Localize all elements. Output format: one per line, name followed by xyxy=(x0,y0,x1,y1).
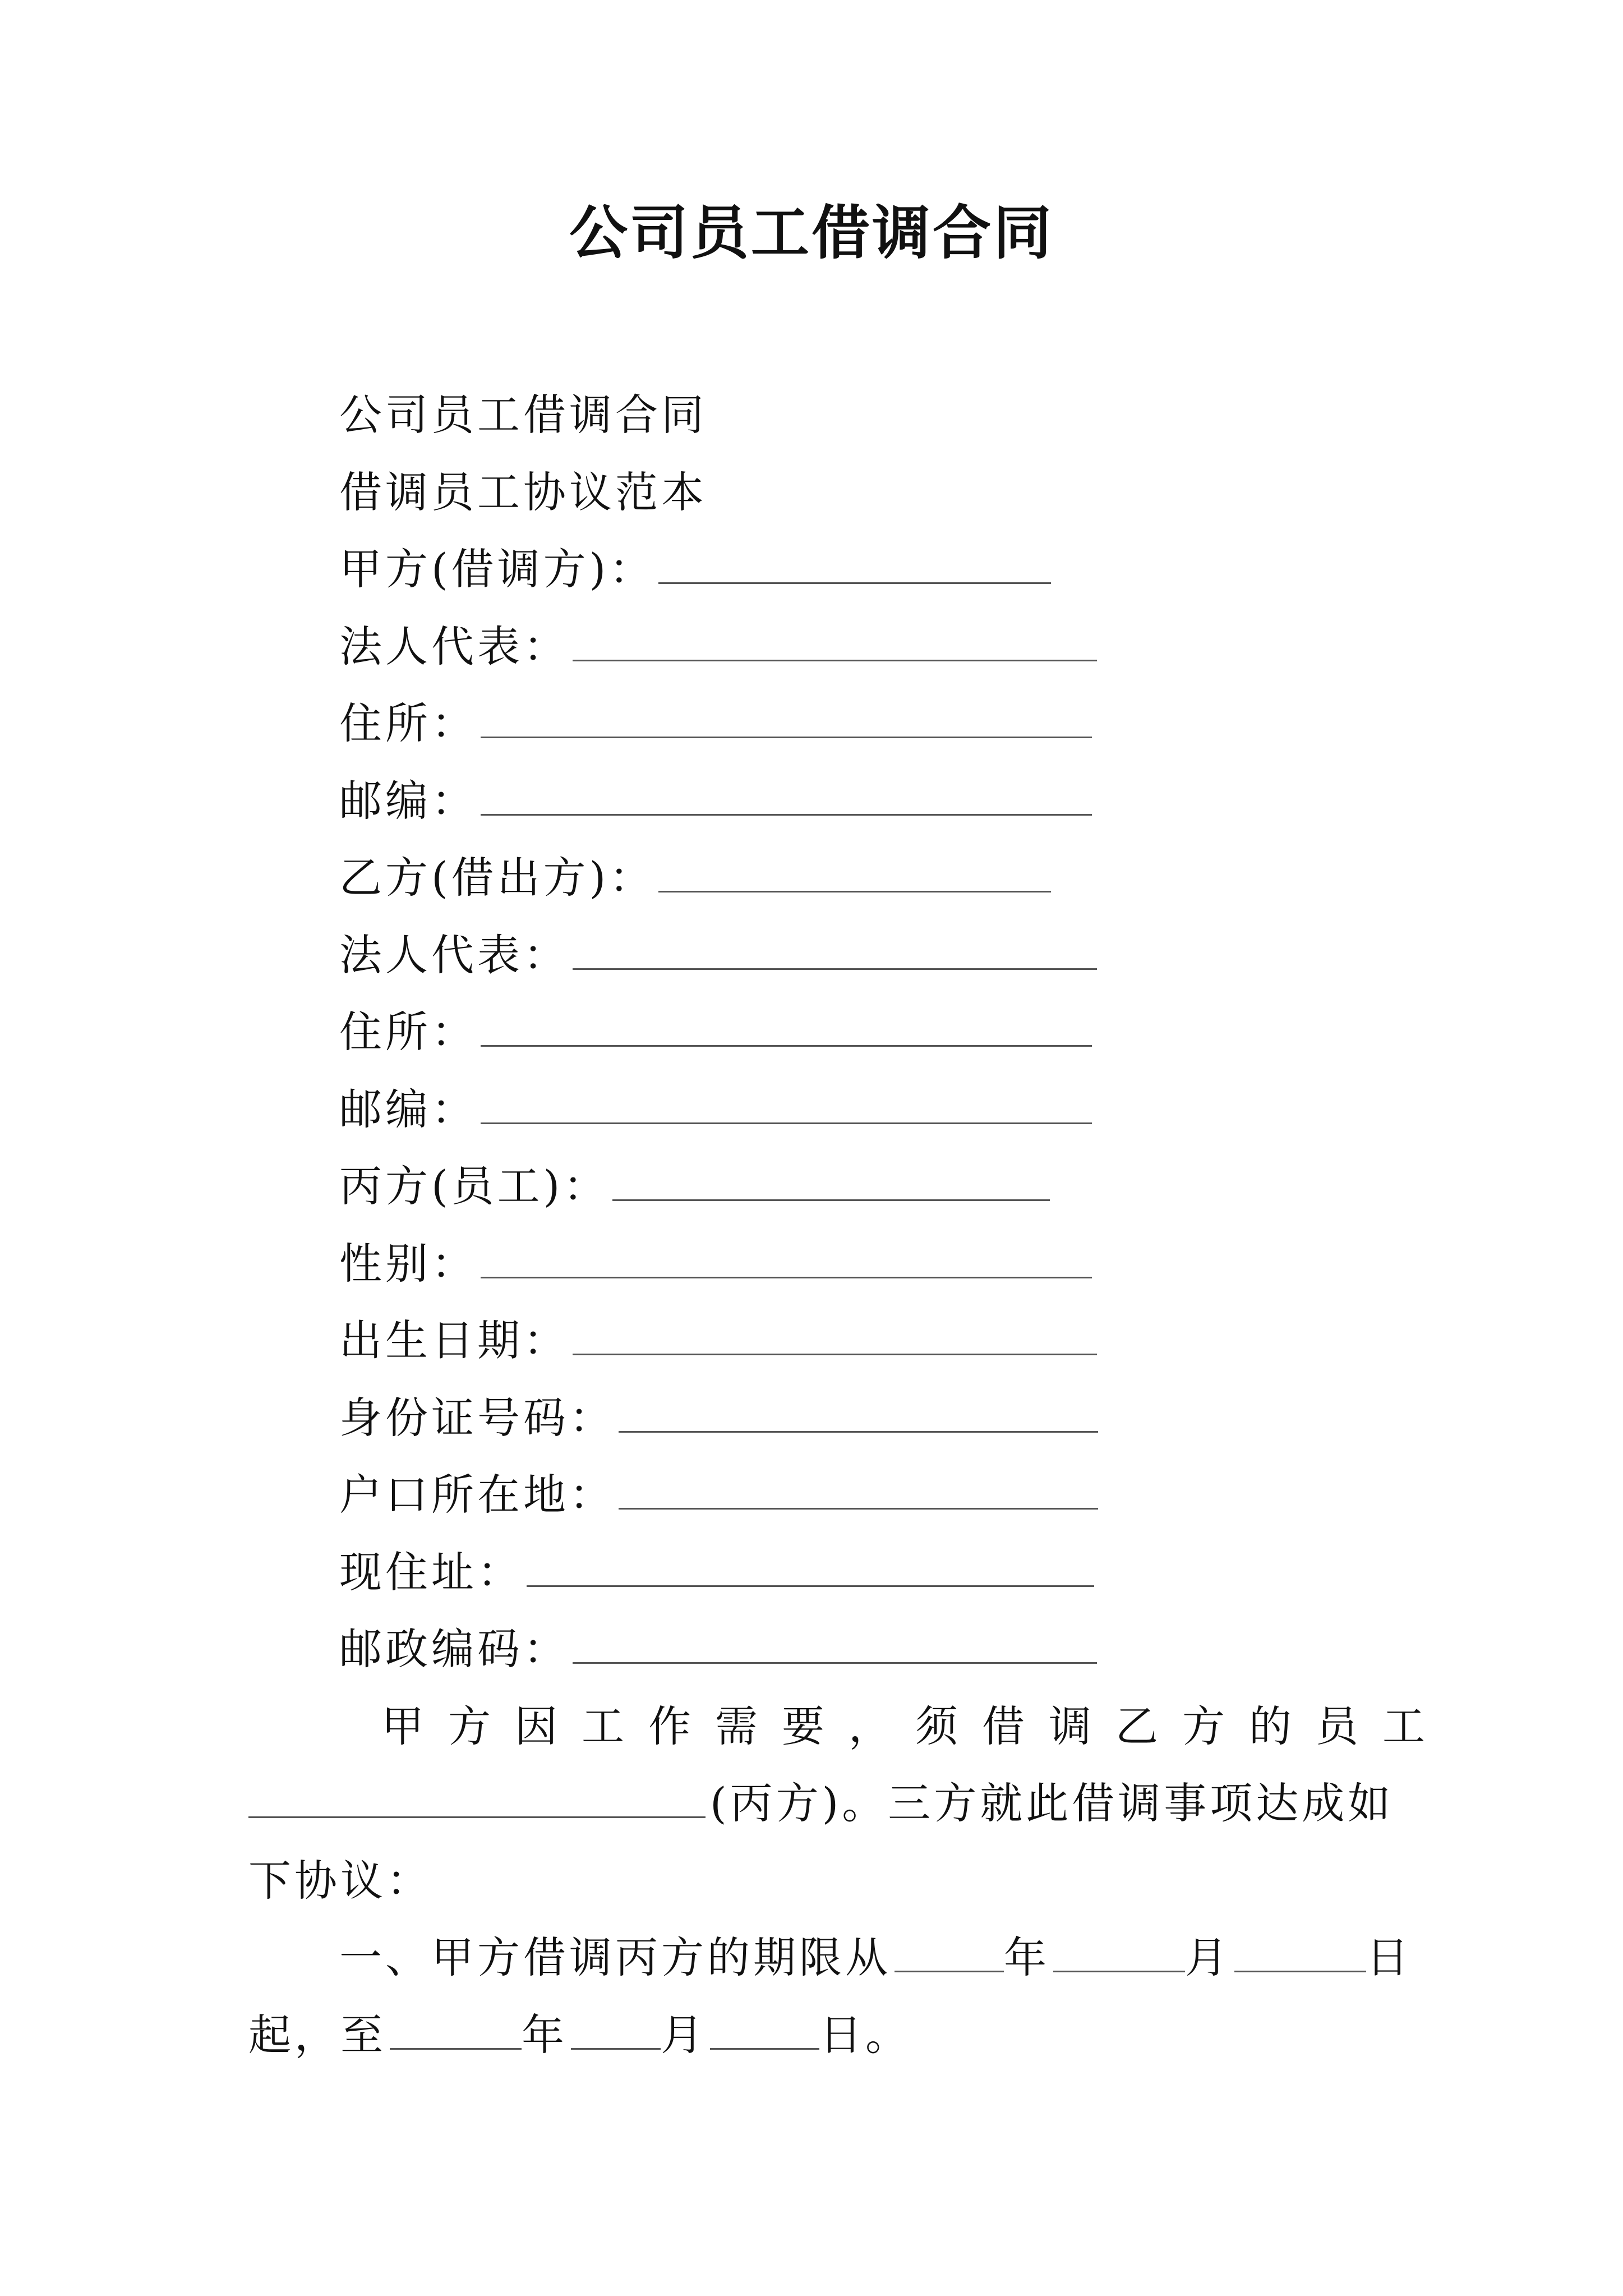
party-a-field[interactable] xyxy=(658,543,1051,584)
postcode-line xyxy=(339,1082,1092,1138)
line-label: 身份证号码： xyxy=(339,1393,615,1443)
start-month-field[interactable] xyxy=(1053,1931,1185,1972)
address-line xyxy=(339,1004,1092,1060)
line-label: 丙方(员工)： xyxy=(339,1161,610,1211)
line-label: 现住址： xyxy=(339,1547,523,1597)
clause-1-line2 xyxy=(248,2007,911,2063)
subtitle-line xyxy=(339,464,707,521)
intro-paragraph-line1 xyxy=(381,1699,1449,1755)
zip-field[interactable] xyxy=(573,1623,1097,1664)
month-label: 月 xyxy=(1185,1932,1231,1982)
subtitle-line xyxy=(339,387,707,443)
id-number-line xyxy=(339,1390,1098,1446)
party-c-field[interactable] xyxy=(612,1160,1050,1201)
end-month-field[interactable] xyxy=(571,2009,661,2050)
day-label: 日。 xyxy=(819,2010,911,2060)
intro-text: 下协议： xyxy=(248,1856,432,1906)
line-label: 邮编： xyxy=(339,1084,477,1134)
legal-rep-field[interactable] xyxy=(573,620,1097,661)
current-address-field[interactable] xyxy=(527,1546,1094,1587)
current-address-line xyxy=(339,1544,1094,1600)
address-field[interactable] xyxy=(481,697,1092,738)
end-day-field[interactable] xyxy=(710,2009,819,2050)
clause-text: 一、甲方借调丙方的期限从 xyxy=(339,1932,891,1982)
household-line xyxy=(339,1467,1098,1523)
intro-paragraph-line3 xyxy=(248,1853,432,1909)
month-label: 月 xyxy=(661,2010,707,2060)
gender-line xyxy=(339,1236,1092,1292)
intro-text: 甲方因工作需要，须借调乙方的员工 xyxy=(381,1701,1449,1751)
employee-name-field[interactable] xyxy=(248,1777,706,1818)
line-text: 借调员工协议范本 xyxy=(339,467,707,517)
legal-rep-line xyxy=(339,619,1097,675)
postcode-line xyxy=(339,773,1092,829)
day-label: 日 xyxy=(1366,1932,1412,1982)
line-label: 甲方(借调方)： xyxy=(339,544,656,594)
zip-line xyxy=(339,1621,1097,1677)
postcode-field[interactable] xyxy=(481,1083,1092,1124)
address-field[interactable] xyxy=(481,1006,1092,1047)
line-label: 住所： xyxy=(339,1007,477,1057)
party-b-line xyxy=(339,850,1051,906)
start-day-field[interactable] xyxy=(1234,1931,1366,1972)
line-label: 法人代表： xyxy=(339,930,569,980)
year-label: 年 xyxy=(522,2010,568,2060)
intro-text: (丙方)。三方就此借调事项达成如 xyxy=(710,1778,1394,1828)
address-line xyxy=(339,696,1092,752)
legal-rep-line xyxy=(339,927,1097,983)
line-label: 法人代表： xyxy=(339,622,569,671)
document-title: 公司员工借调合同 xyxy=(569,198,1054,267)
birthdate-line xyxy=(339,1313,1097,1369)
gender-field[interactable] xyxy=(481,1237,1092,1278)
line-label: 户口所在地： xyxy=(339,1470,615,1520)
start-year-field[interactable] xyxy=(895,1931,1004,1972)
clause-1-line1 xyxy=(339,1930,1412,1986)
line-label: 住所： xyxy=(339,698,477,748)
party-a-line xyxy=(339,541,1051,597)
postcode-field[interactable] xyxy=(481,775,1092,816)
end-year-field[interactable] xyxy=(390,2009,522,2050)
party-b-field[interactable] xyxy=(658,852,1051,892)
clause-text: 起，至 xyxy=(248,2010,386,2060)
line-label: 性别： xyxy=(339,1239,477,1289)
year-label: 年 xyxy=(1004,1932,1050,1982)
intro-paragraph-line2 xyxy=(248,1775,1394,1832)
legal-rep-field[interactable] xyxy=(573,929,1097,970)
id-number-field[interactable] xyxy=(619,1392,1098,1433)
household-field[interactable] xyxy=(619,1469,1098,1510)
line-label: 乙方(借出方)： xyxy=(339,853,656,903)
party-c-line xyxy=(339,1158,1050,1214)
line-label: 出生日期： xyxy=(339,1315,569,1365)
line-label: 邮编： xyxy=(339,776,477,826)
birthdate-field[interactable] xyxy=(573,1314,1097,1355)
line-text: 公司员工借调合同 xyxy=(339,390,707,440)
line-label: 邮政编码： xyxy=(339,1624,569,1674)
